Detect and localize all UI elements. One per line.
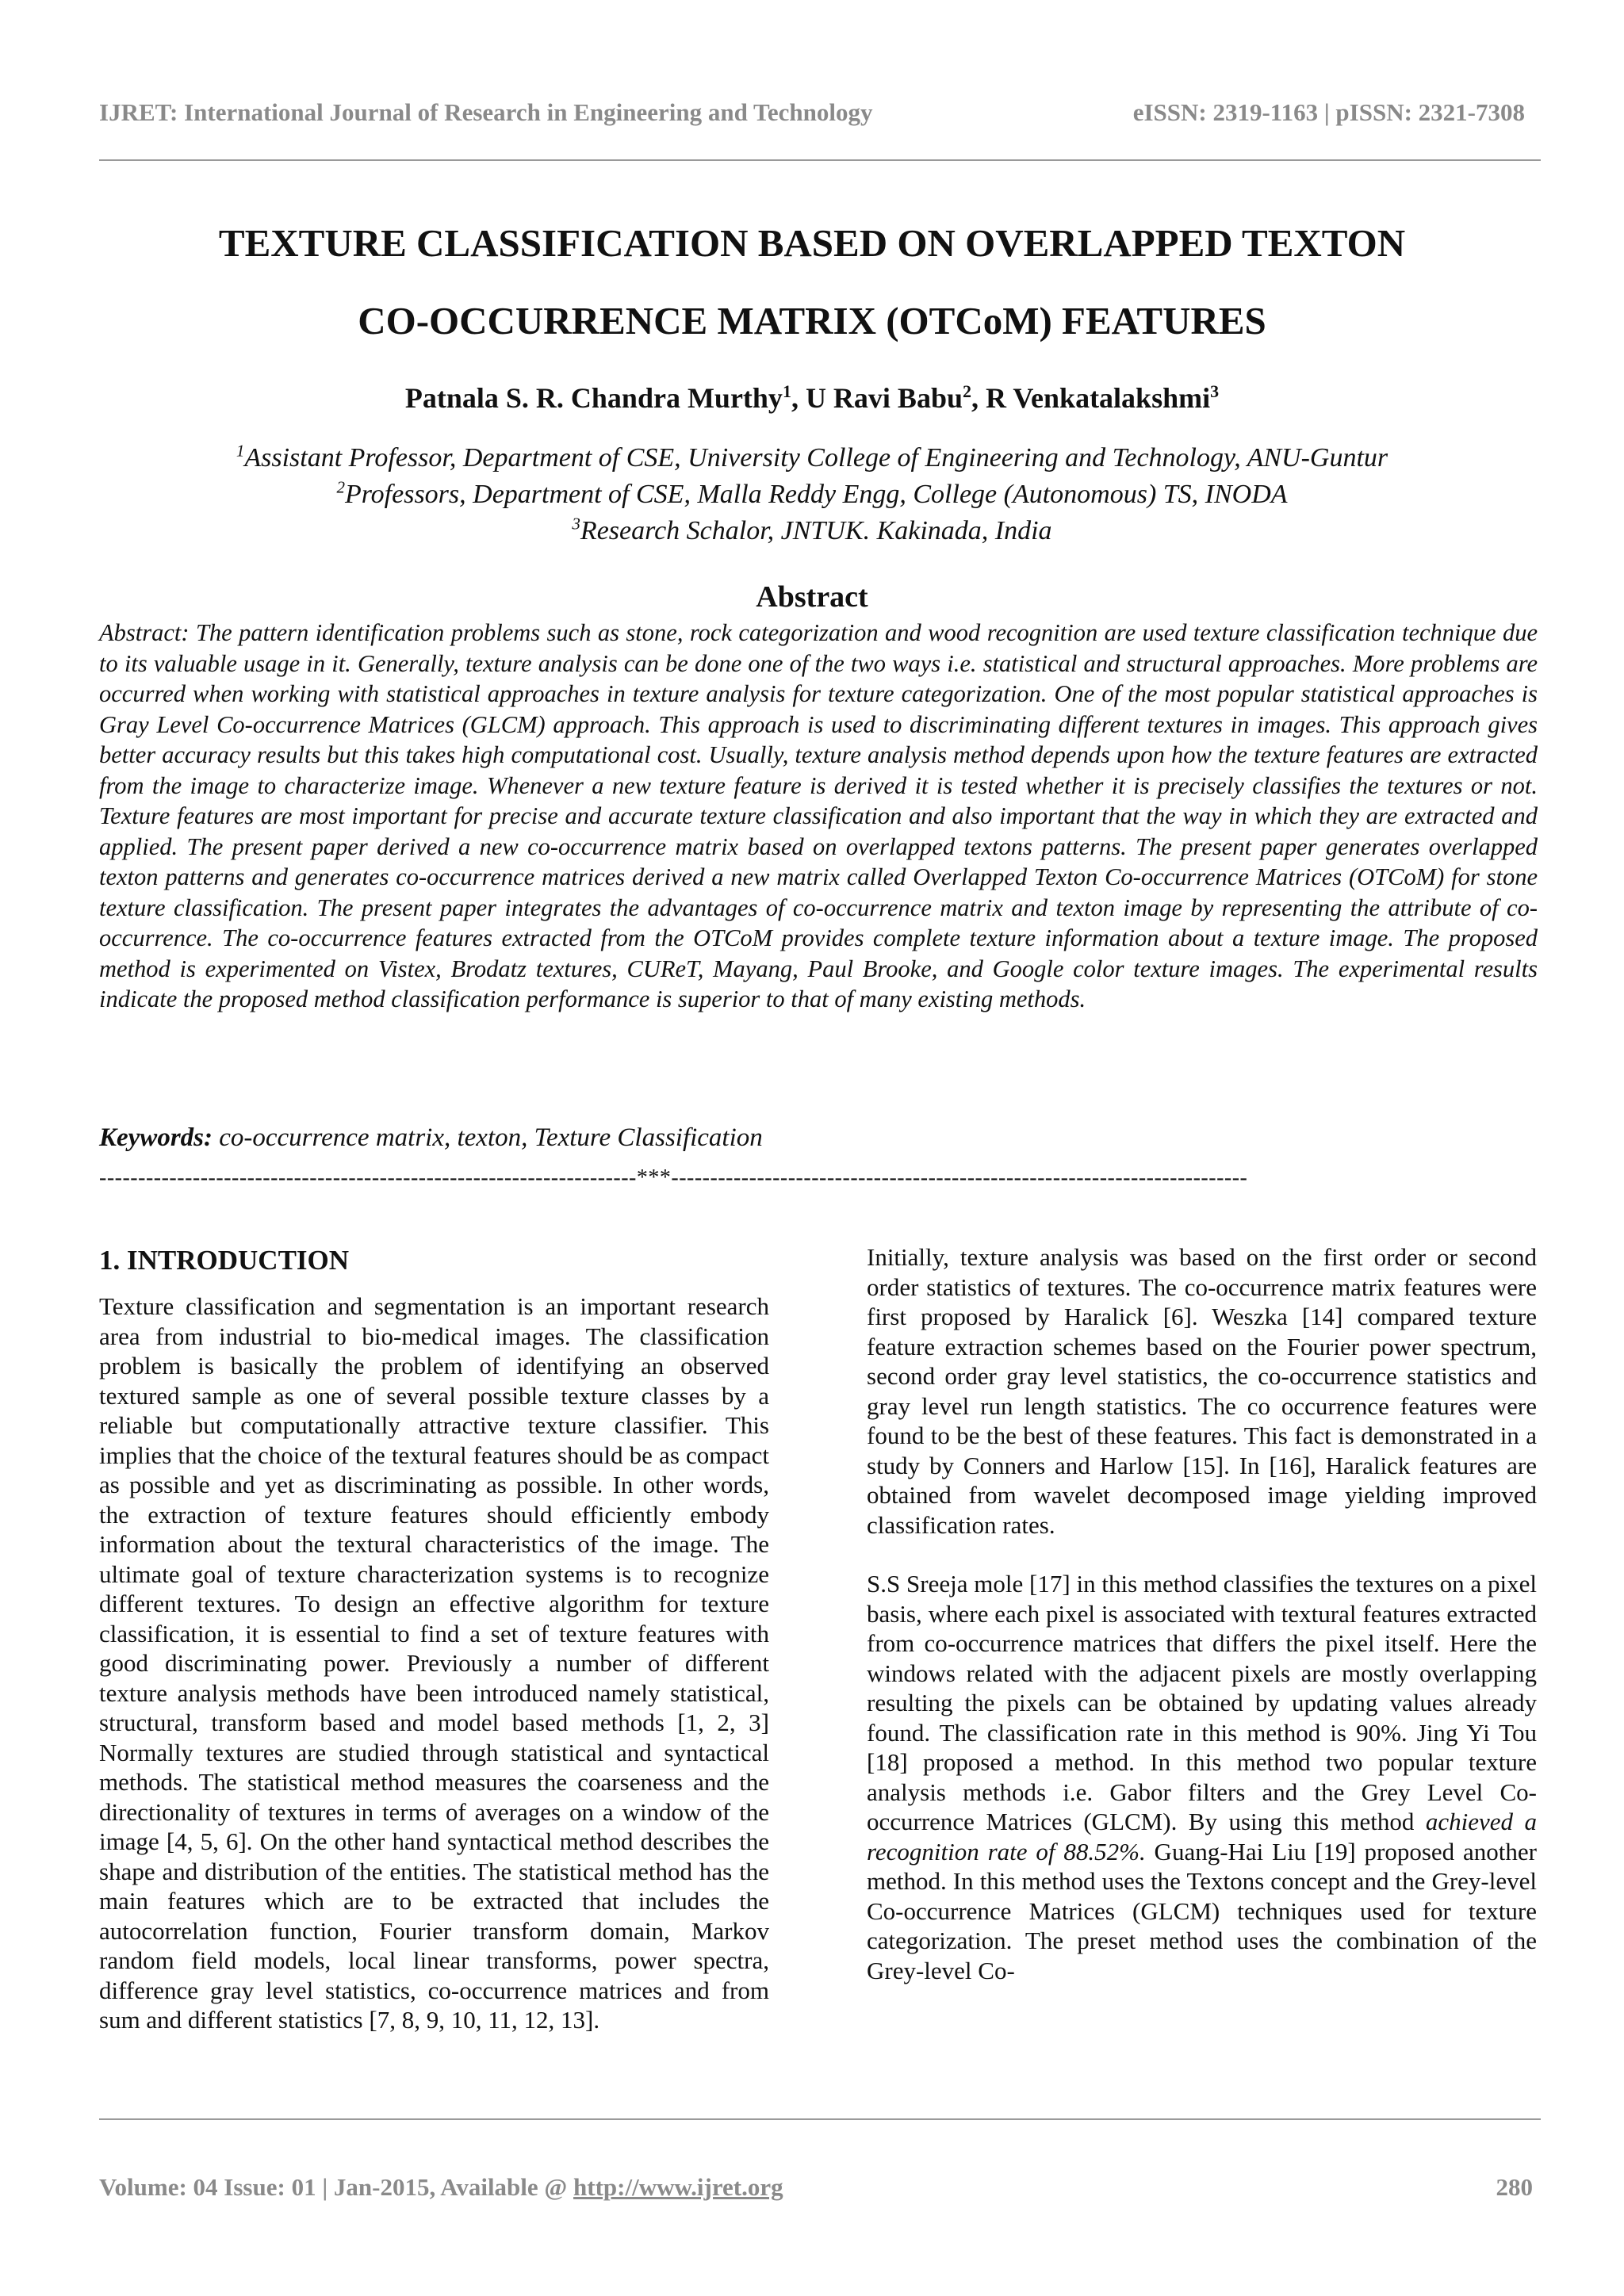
abstract-text: Abstract: The pattern identification problems such as stone, rock categorization and wood recognition are used texture classification technique due to its valuable usage in it. Generally, texture analysis can be done one of the two ways i.e. statistical and structural approaches. More problems are occurred when working with statistical approaches in texture analysis for texture categorization. One of the most popular statistical approaches is Gray Level Co-occurrence Matrices (GLCM) approach. This approach is used to discriminating different textures in images. This approach gives better accuracy results but this takes high computational cost. Usually, texture analysis method depends upon how the texture features are extracted from the image to characterize image. Whenever a new texture feature is derived it is tested whether it is precisely classifies the textures or not. Texture features are most important for precise and accurate texture classification and also important that the way in which they are extracted and applied. The present paper derived a new co-occurrence matrix based on overlapped textons patterns. The present paper generates overlapped texton patterns and generates co-occurrence matrices derived a new matrix called Overlapped Texton Co-occurrence Matrices (OTCoM) for stone texture classification. The present paper integrates the advantages of co-occurrence matrix and texton image by representing the attribute of co-occurrence. The co-occurrence features extracted from the OTCoM provides complete texture information about a texture image. The proposed method is experimented on Vistex, Brodatz textures, CUReT, Mayang, Paul Brooke, and Google color texture images. The experimental results indicate the proposed method classification performance is superior to that of many existing methods. bbox=[99, 619, 1538, 1012]
affiliation-3-mark: 3 bbox=[572, 514, 580, 534]
affiliations bbox=[79, 440, 1545, 549]
right-paragraph-2-italic: achieved a recognition rate of 88.52%. bbox=[867, 1808, 1537, 1866]
author-separator: , bbox=[791, 382, 806, 414]
footer-volume-text: Volume: 04 Issue: 01 | Jan-2015, Available @ bbox=[99, 2173, 574, 2201]
running-header bbox=[99, 98, 1525, 127]
affiliation-1 bbox=[79, 440, 1545, 476]
affiliation-3 bbox=[79, 513, 1545, 549]
page-number: 280 bbox=[1496, 2173, 1533, 2201]
title-line-1: TEXTURE CLASSIFICATION BASED ON OVERLAPPED TEXTON bbox=[218, 221, 1406, 265]
footer-divider bbox=[99, 2118, 1541, 2120]
page-footer bbox=[99, 2173, 1533, 2202]
section-separator: ---------------------------------------------------------------------***-------------------------------------------------------------------------- bbox=[99, 1165, 1248, 1190]
left-column bbox=[99, 1245, 769, 2035]
right-paragraph-2-part-b: Guang-Hai Liu [19] proposed another method. In this method uses the Textons concept and the Grey-level Co-occurrence Matrices (GLCM) techniques used for texture categorization. The preset method uses the combination of the Grey-level Co- bbox=[867, 1837, 1537, 1984]
affiliation-1-text: Assistant Professor, Department of CSE, University College of Engineering and Technology, ANU-Guntur bbox=[244, 443, 1388, 473]
right-paragraph-2-part-a: S.S Sreeja mole [17] in this method classifies the textures on a pixel basis, where each pixel is associated with textural features extracted from co-occurrence matrices that differs the pixel itself. Here the windows related with the adjacent pixels are mostly overlapping resulting the pixels can be obtained by updating values already found. The classification rate in this method is 90%. Jing Yi Tou [18] proposed a method. In this method two popular texture analysis methods i.e. Gabor filters and the Grey Level Co-occurrence Matrices (GLCM). By using this method bbox=[867, 1570, 1537, 1835]
affiliation-2-mark: 2 bbox=[336, 477, 345, 497]
issn-info: eISSN: 2319-1163 | pISSN: 2321-7308 bbox=[1132, 98, 1525, 126]
right-paragraph-2 bbox=[867, 1569, 1537, 1985]
author-2-affil-mark: 2 bbox=[963, 381, 971, 401]
right-paragraph-1: Initially, texture analysis was based on the first order or second order statistics of textures. The co-occurrence matrix features were first proposed by Haralick [6]. Weszka [14] compared texture feature extraction schemes based on the Fourier power spectrum, second order gray level statistics, the co-occurrence statistics and gray level run length statistics. The co occurrence features were found to be the best of these features. This fact is demonstrated in a study by Conners and Harlow [15]. In [16], Haralick features are obtained from wavelet decomposed image yielding improved classification rates. bbox=[867, 1243, 1537, 1539]
journal-url-link[interactable]: http://www.ijret.org bbox=[573, 2173, 783, 2201]
author-1: Patnala S. R. Chandra Murthy bbox=[404, 382, 783, 414]
intro-paragraph: Texture classification and segmentation is an important research area from industrial to bio-medical images. The classification problem is basically the problem of identifying an observed textured sample as one of several possible texture classes by a reliable but computationally attractive texture classifier. This implies that the choice of the textural features should be as compact as possible and yet as discriminating as possible. In other words, the extraction of texture features should efficiently embody information about the textural characteristics of the image. The ultimate goal of texture characterization systems is to recognize different textures. To design an effective algorithm for texture classification, it is essential to find a set of texture features with good discriminating power. Previously a number of different texture analysis methods have been introduced namely statistical, structural, transform based and model based methods [1, 2, 3] Normally textures are studied through statistical and syntactical methods. The statistical method measures the coarseness and the directionality of textures in terms of averages on a window of the image [4, 5, 6]. On the other hand syntactical method describes the shape and distribution of the entities. The statistical method has the main features which are to be extracted that includes the autocorrelation function, Fourier transform domain, Markov random field models, local linear transforms, power spectra, difference gray level statistics, co-occurrence matrices and from sum and different statistics [7, 8, 9, 10, 11, 12, 13]. bbox=[99, 1292, 769, 2034]
paper-title bbox=[79, 205, 1545, 360]
author-3: R Venkatalakshmi bbox=[986, 382, 1211, 414]
affiliation-2 bbox=[79, 476, 1545, 513]
right-column bbox=[867, 1242, 1537, 1985]
affiliation-2-text: Professors, Department of CSE, Malla Reddy Engg, College (Autonomous) TS, INODA bbox=[344, 480, 1288, 509]
journal-name: IJRET: International Journal of Research in Engineering and Technology bbox=[99, 98, 873, 126]
affiliation-1-mark: 1 bbox=[236, 441, 245, 461]
header-divider bbox=[99, 159, 1541, 161]
author-list bbox=[79, 381, 1545, 415]
author-2: U Ravi Babu bbox=[805, 382, 963, 414]
keywords-label: Keywords: bbox=[99, 1123, 213, 1152]
author-3-affil-mark: 3 bbox=[1210, 381, 1220, 401]
footer-volume bbox=[99, 2173, 783, 2202]
section-heading-introduction: 1. INTRODUCTION bbox=[99, 1245, 350, 1276]
abstract-heading: Abstract bbox=[756, 580, 868, 614]
affiliation-3-text: Research Schalor, JNTUK. Kakinada, India bbox=[580, 516, 1052, 545]
author-1-affil-mark: 1 bbox=[782, 381, 791, 401]
keywords bbox=[99, 1123, 763, 1153]
keywords-text: co-occurrence matrix, texton, Texture Classification bbox=[213, 1123, 763, 1152]
author-separator: , bbox=[971, 382, 986, 414]
title-line-2: CO-OCCURRENCE MATRIX (OTCoM) FEATURES bbox=[358, 299, 1266, 342]
